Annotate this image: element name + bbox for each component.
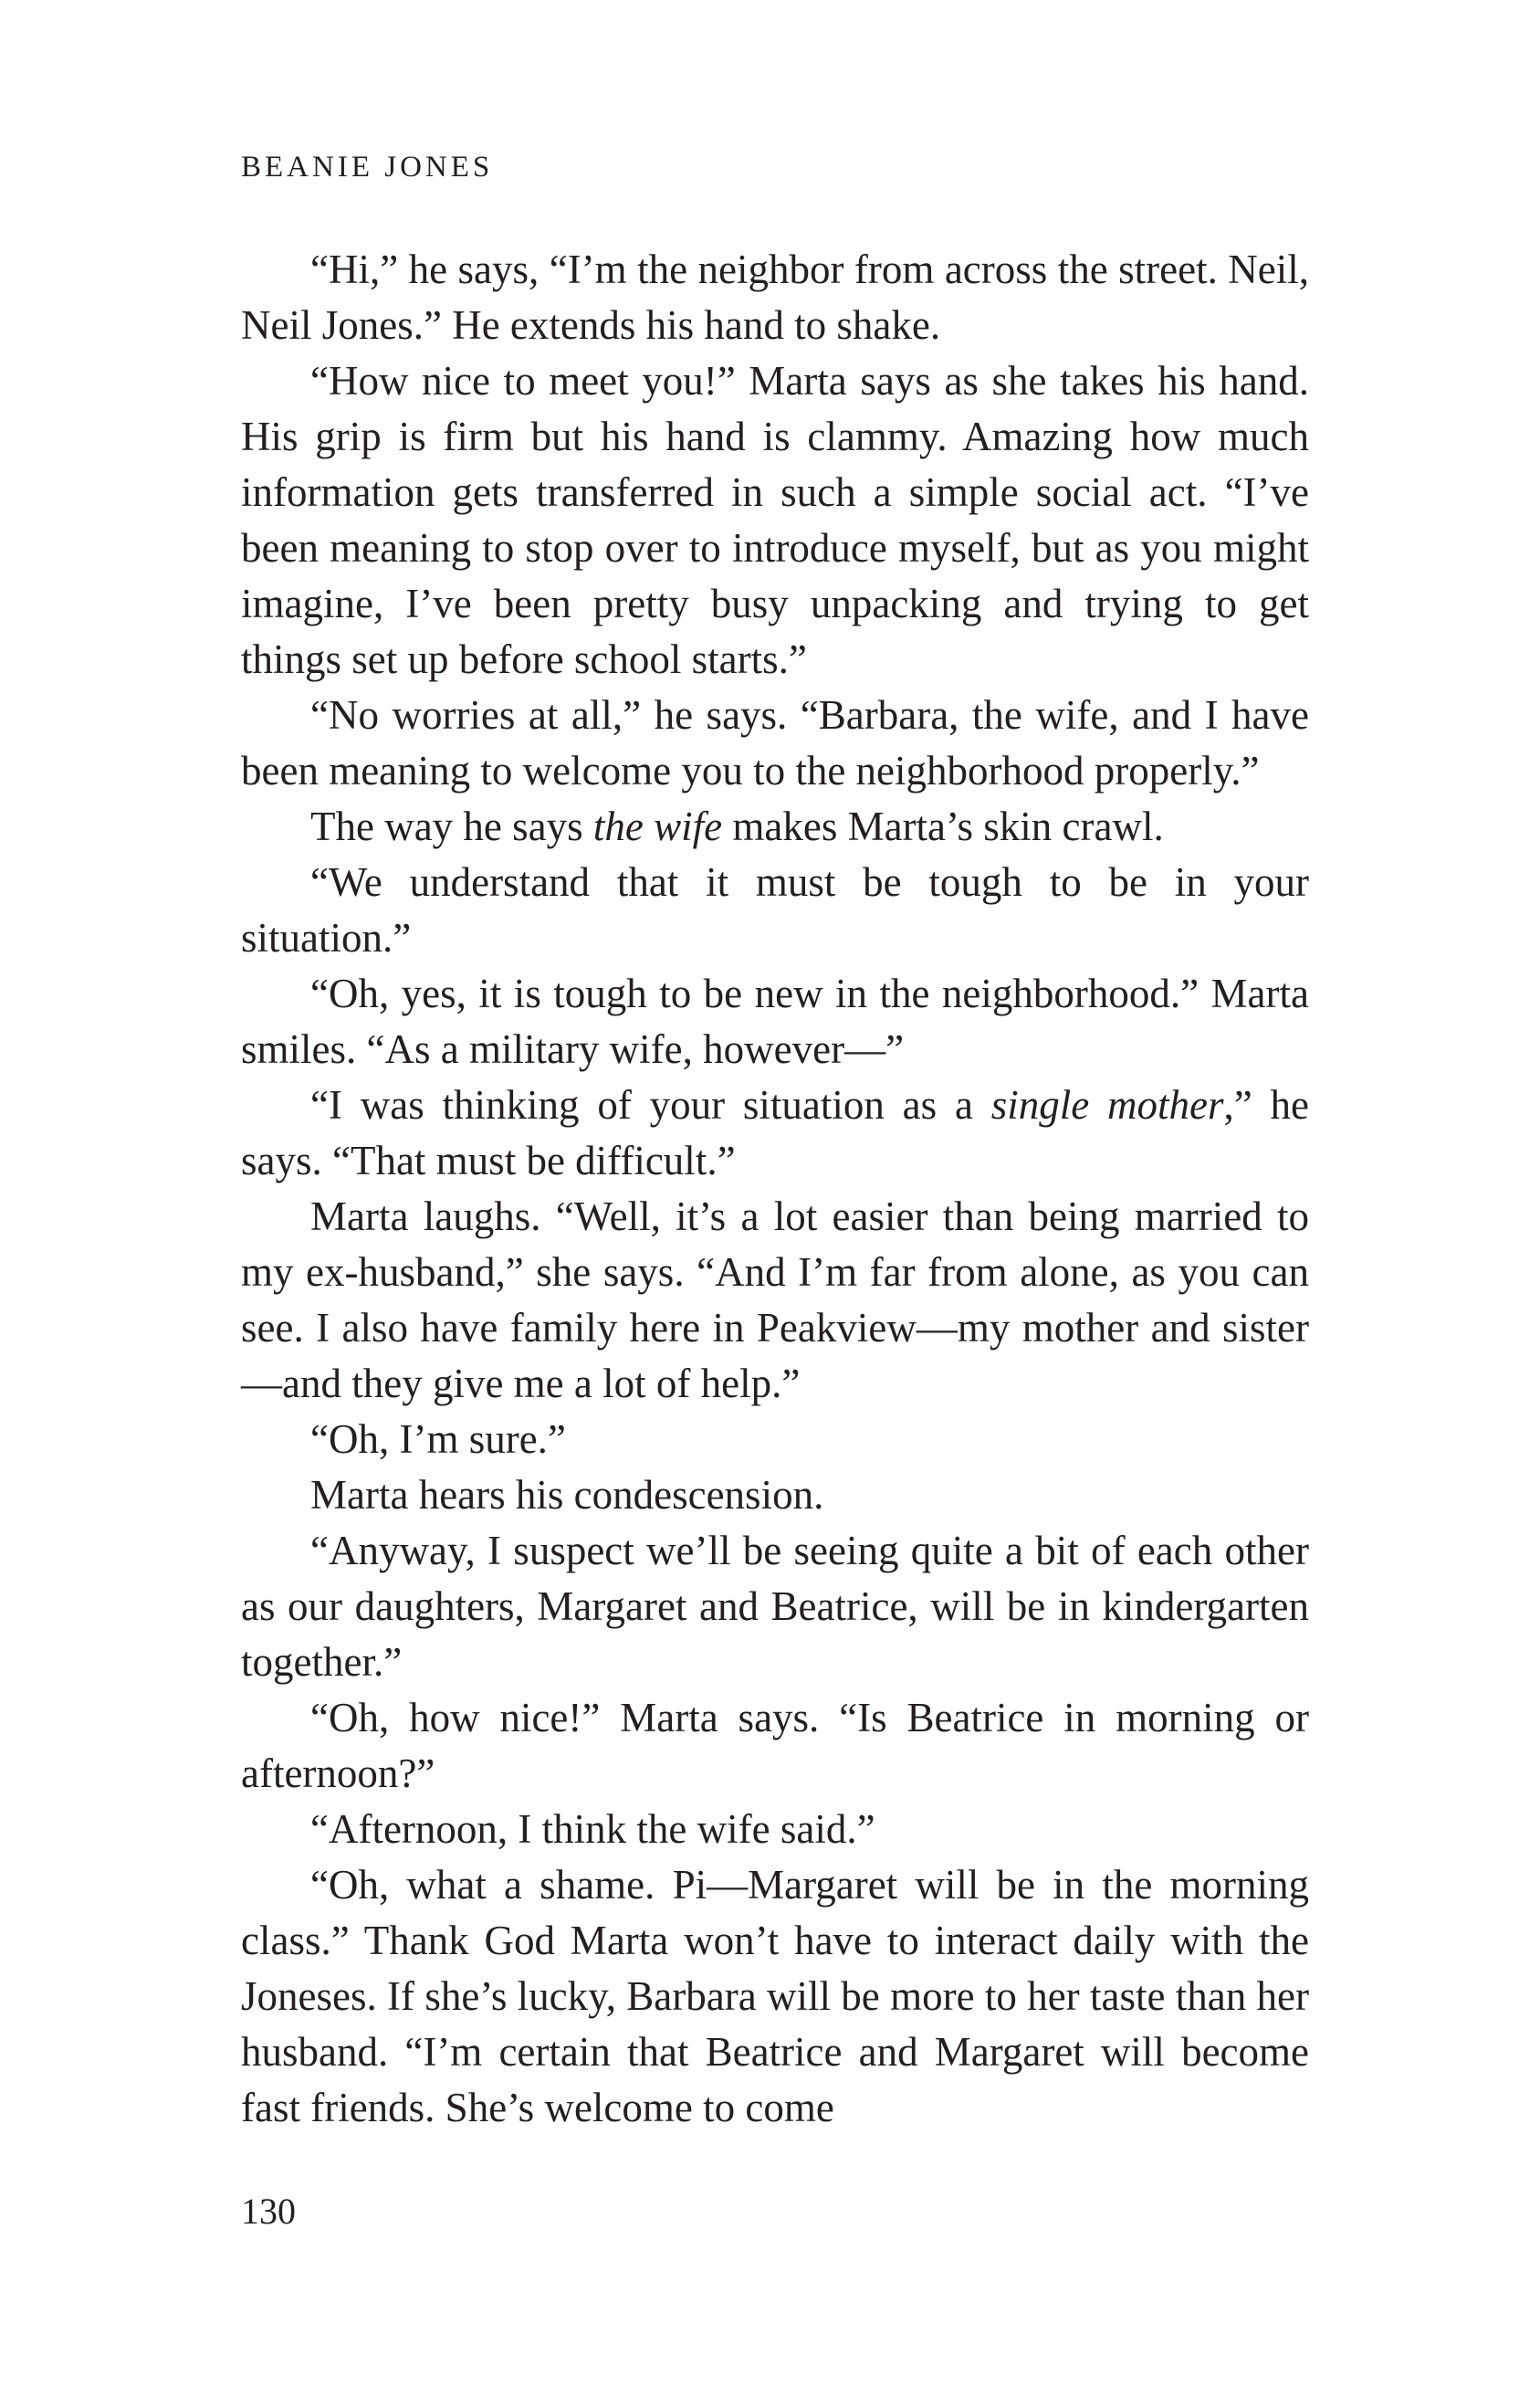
text-run: “I was thinking of your situation as a [310,1082,991,1128]
text-run: The way he says [310,804,593,849]
text-run: “Anyway, I suspect we’ll be seeing quite a bit of each other as our daughters, Margaret and Beatrice, will be in kindergarten together.” [241,1528,1309,1685]
paragraph [241,1690,1309,1802]
text-run: makes Marta’s skin crawl. [722,804,1164,849]
text-run: “Oh, how nice!” Marta says. “Is Beatrice in morning or afternoon?” [241,1695,1309,1796]
body-text [241,242,1309,2136]
paragraph [241,353,1309,688]
paragraph [241,242,1309,353]
italic-text: single mother [990,1082,1224,1128]
text-run: “How nice to meet you!” Marta says as she takes his hand. His grip is firm but his hand is clammy. Amazing how much information gets transferred in such a simple social act. “I’ve been meaning to stop over to introduce myself, but as you might imagine, I’ve been pretty busy unpacking and trying to get things set up before school starts.” [241,358,1309,682]
paragraph [241,1189,1309,1412]
paragraph [241,1802,1309,1857]
paragraph [241,1078,1309,1189]
paragraph [241,1412,1309,1467]
text-run: “Hi,” he says, “I’m the neighbor from across the street. Neil, Neil Jones.” He extends his hand to shake. [241,247,1309,348]
text-run: “No worries at all,” he says. “Barbara, the wife, and I have been meaning to welcome you to the neighborhood properly.” [241,692,1309,794]
paragraph [241,1523,1309,1690]
page-number: 130 [241,2191,296,2232]
text-run: Marta laughs. “Well, it’s a lot easier than being married to my ex-husband,” she says. “And I’m far from alone, as you can see. I also have family here in Peakview—my mother and sister—and they give me a lot of help.” [241,1193,1309,1406]
text-run: “We understand that it must be tough to be in your situation.” [241,859,1309,961]
text-run: “Oh, I’m sure.” [310,1416,566,1462]
paragraph [241,855,1309,966]
paragraph [241,1857,1309,2136]
paragraph [241,966,1309,1078]
paragraph [241,799,1309,855]
text-run: “Oh, yes, it is tough to be new in the neighborhood.” Marta smiles. “As a military wife, however—” [241,971,1309,1072]
text-run: “Oh, what a shame. Pi—Margaret will be in the morning class.” Thank God Marta won’t have to interact daily with the Joneses. If she’s lucky, Barbara will be more to her taste than her husband. “I’m certain that Beatrice and Margaret will become fast friends. She’s welcome to come [241,1862,1309,2130]
paragraph [241,688,1309,799]
running-head: BEANIE JONES [241,151,494,184]
text-run: “Afternoon, I think the wife said.” [310,1806,875,1852]
paragraph [241,1467,1309,1523]
italic-text: the wife [592,804,723,849]
text-run: ,” he says. “That must be difficult.” [241,1082,1310,1183]
text-run: Marta hears his condescension. [310,1472,824,1518]
